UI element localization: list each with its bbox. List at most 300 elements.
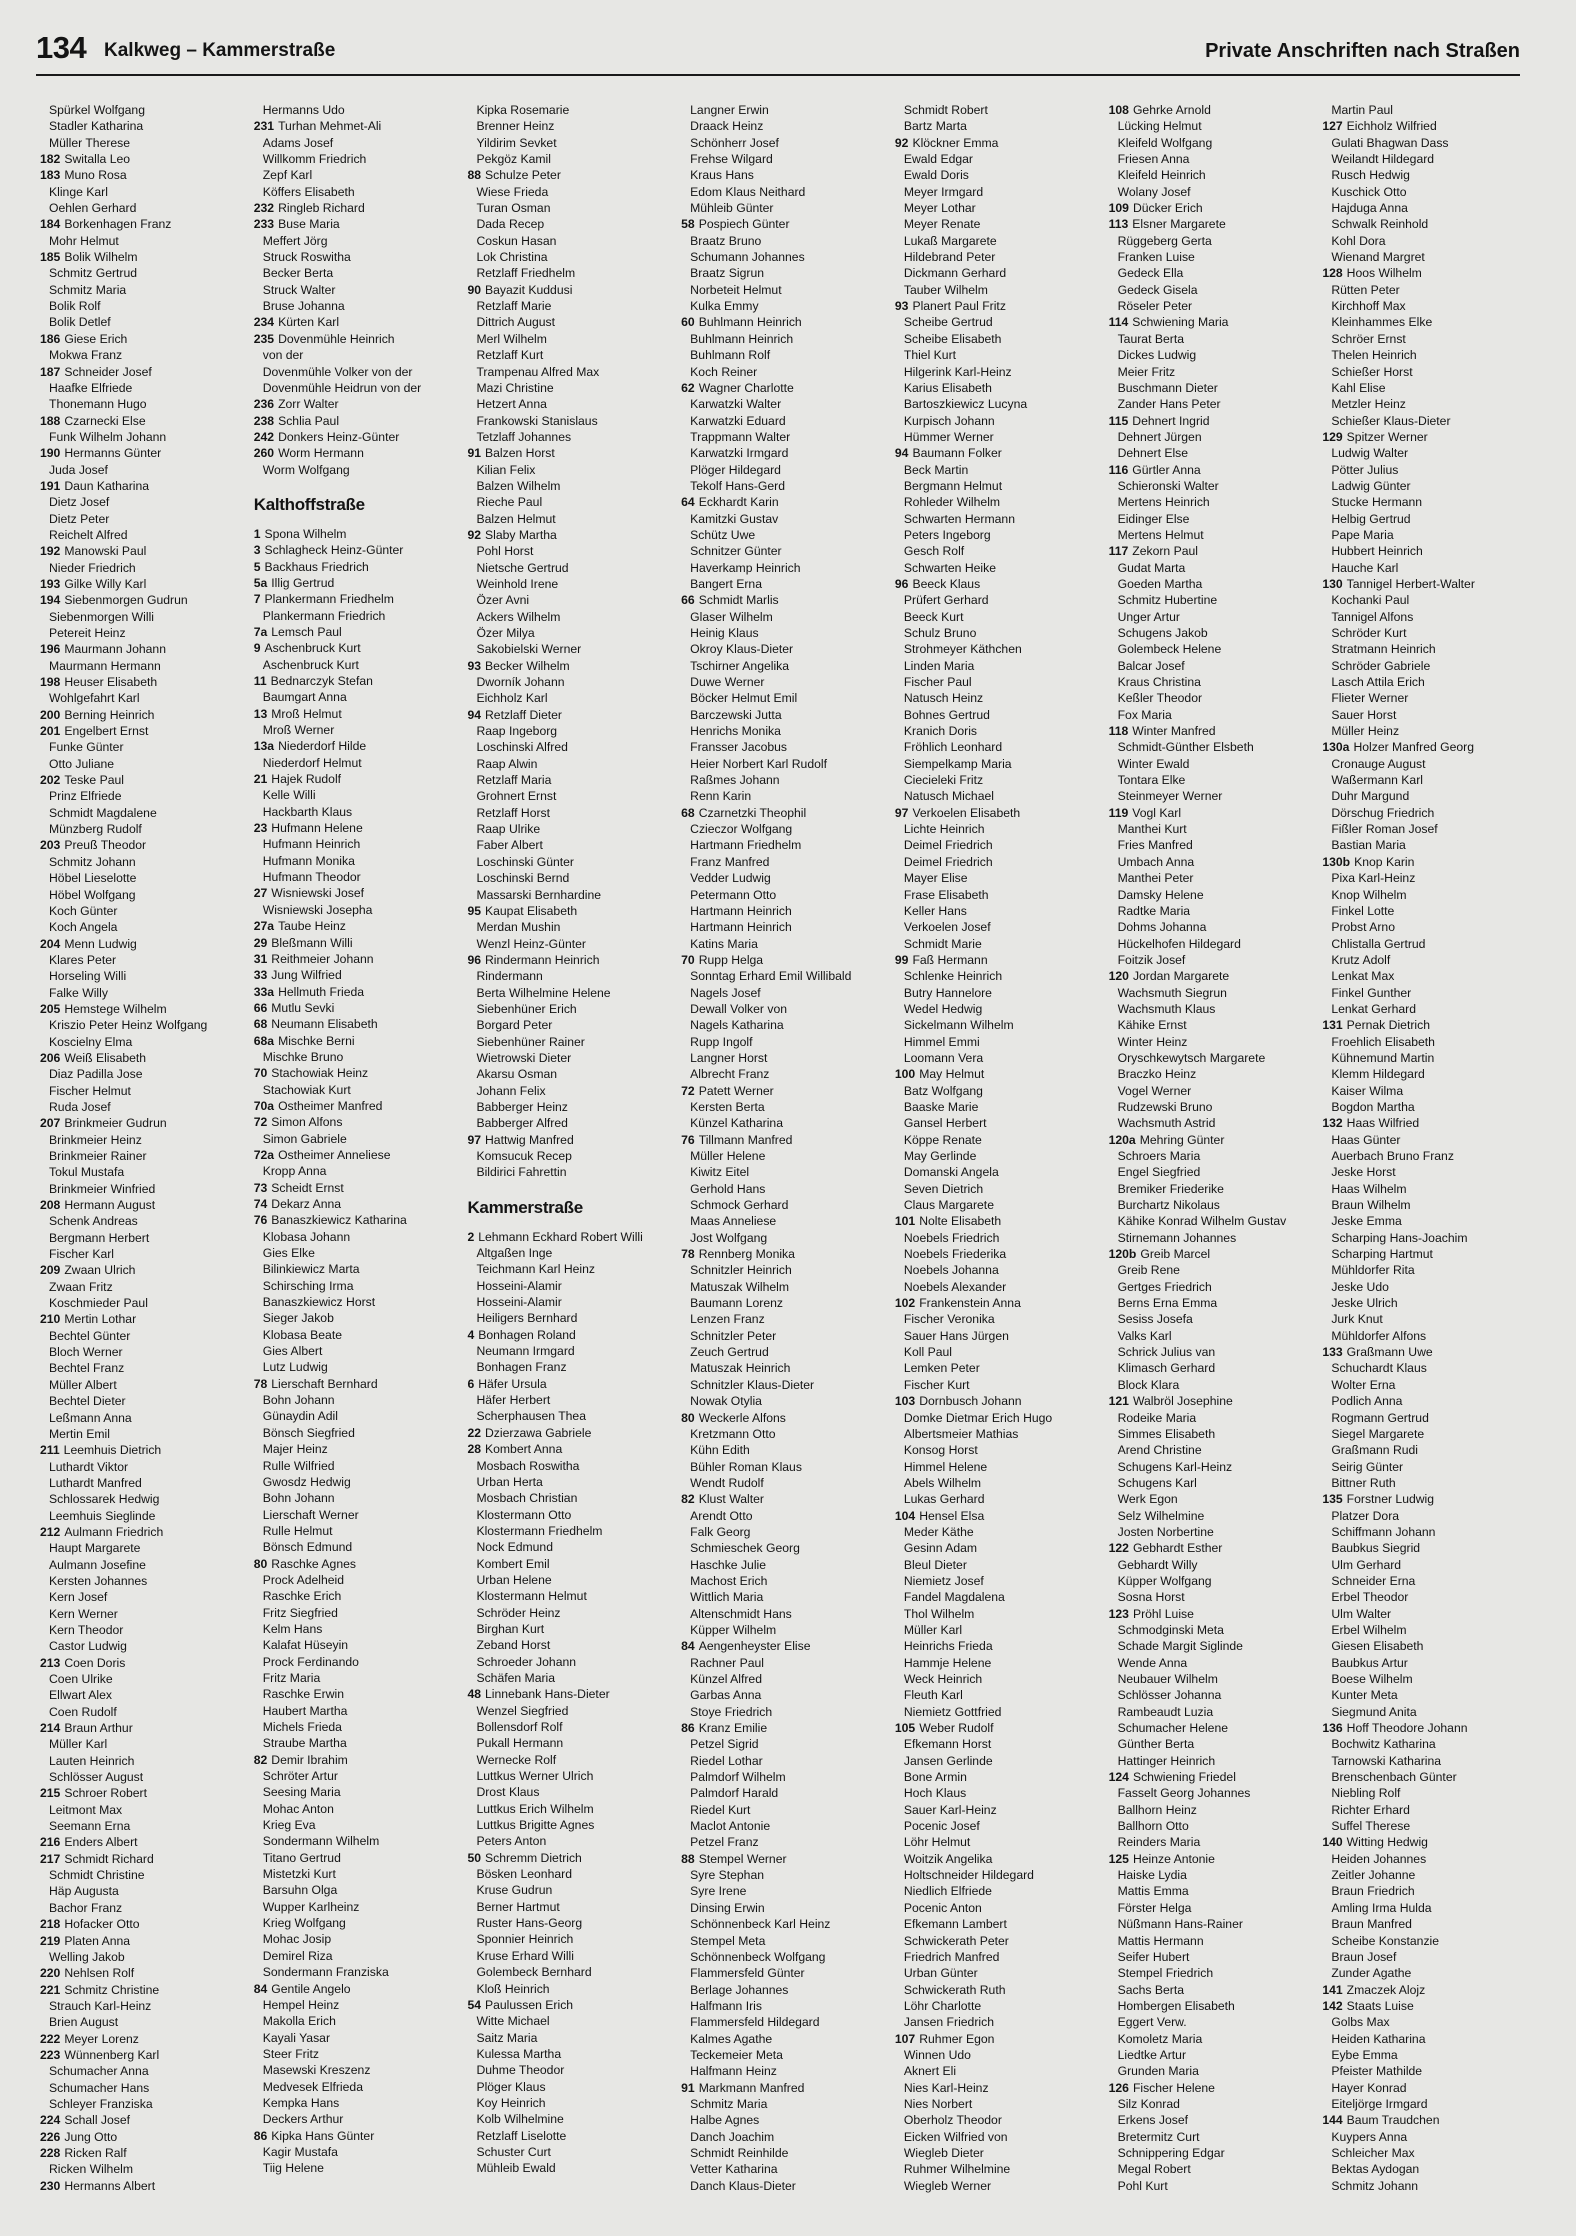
resident-entry bbox=[1322, 1867, 1530, 1883]
resident-entry bbox=[254, 265, 462, 281]
resident-entry bbox=[467, 1245, 675, 1261]
resident-name: Langner Erwin bbox=[690, 103, 769, 117]
house-number: 142 bbox=[1322, 1998, 1343, 2013]
resident-name: Edom Klaus Neithard bbox=[690, 184, 806, 199]
resident-entry bbox=[681, 1001, 889, 1017]
resident-name: Pohl Horst bbox=[476, 544, 534, 559]
house-number: 127 bbox=[1322, 119, 1343, 134]
resident-name: Haiske Lydia bbox=[1117, 1868, 1187, 1883]
resident-entry bbox=[681, 282, 889, 298]
resident-name: Eiteljörge Irmgard bbox=[1331, 2096, 1428, 2111]
directory-column bbox=[254, 102, 462, 2182]
resident-entry bbox=[1109, 1753, 1317, 1769]
resident-name: Dohms Johanna bbox=[1117, 920, 1207, 935]
house-number: 109 bbox=[1108, 201, 1129, 216]
resident-name: Rieche Paul bbox=[476, 495, 543, 510]
resident-name: Köppe Renate bbox=[903, 1132, 982, 1147]
resident-name: Winter Ewald bbox=[1117, 756, 1190, 771]
resident-entry bbox=[467, 1261, 675, 1277]
resident-entry bbox=[40, 298, 248, 314]
resident-name: Schmidt Richard bbox=[64, 1851, 154, 1866]
resident-name: Hosseini-Alamir bbox=[476, 1295, 562, 1310]
house-number: 120a bbox=[1108, 1132, 1136, 1147]
resident-entry bbox=[254, 200, 462, 216]
resident-entry bbox=[1322, 837, 1530, 853]
resident-name: Hartmann Heinrich bbox=[690, 920, 792, 935]
resident-name: Ostheimer Anneliese bbox=[278, 1147, 391, 1162]
resident-entry bbox=[895, 968, 1103, 984]
resident-entry bbox=[681, 968, 889, 984]
resident-name: Kranich Doris bbox=[903, 724, 978, 739]
resident-entry bbox=[895, 1459, 1103, 1475]
resident-entry bbox=[895, 1557, 1103, 1573]
resident-entry bbox=[681, 1246, 889, 1262]
resident-name: Gulati Bhagwan Dass bbox=[1331, 135, 1449, 150]
resident-entry bbox=[681, 625, 889, 641]
resident-name: Noebels Friedrich bbox=[903, 1230, 1000, 1245]
resident-entry bbox=[895, 1753, 1103, 1769]
resident-name: Kaiser Wilma bbox=[1331, 1083, 1404, 1098]
resident-name: Sauer Horst bbox=[1331, 707, 1397, 722]
resident-entry bbox=[681, 1164, 889, 1180]
house-number: 260 bbox=[253, 446, 275, 461]
resident-name: Welling Jakob bbox=[49, 1949, 125, 1964]
resident-entry bbox=[1322, 1753, 1530, 1769]
resident-entry bbox=[895, 2063, 1103, 2079]
resident-name: Turhan Mehmet-Ali bbox=[278, 119, 382, 134]
resident-name: Hubbert Heinrich bbox=[1331, 544, 1423, 559]
resident-entry bbox=[681, 413, 889, 429]
resident-entry bbox=[254, 1507, 462, 1523]
resident-name: Grohnert Ernst bbox=[476, 789, 557, 804]
resident-entry bbox=[254, 413, 462, 429]
resident-entry bbox=[254, 738, 462, 754]
resident-name: Yildirim Sevket bbox=[476, 135, 557, 150]
resident-name: Schlenke Heinrich bbox=[903, 969, 1003, 984]
resident-name: Braatz Bruno bbox=[690, 233, 762, 248]
resident-entry bbox=[895, 1115, 1103, 1131]
resident-name: Kolb Wilhelmine bbox=[476, 2112, 564, 2127]
resident-name: Schenk Andreas bbox=[49, 1214, 138, 1229]
resident-entry bbox=[681, 1213, 889, 1229]
resident-entry bbox=[467, 347, 675, 363]
resident-name: Schröder Kurt bbox=[1331, 626, 1407, 640]
resident-entry bbox=[681, 2080, 889, 2096]
resident-name: Majer Heinz bbox=[262, 1442, 328, 1457]
resident-entry bbox=[1322, 1933, 1530, 1949]
resident-entry bbox=[1322, 1949, 1530, 1965]
resident-name: Arendt Otto bbox=[690, 1508, 753, 1523]
resident-name: Babberger Alfred bbox=[476, 1116, 568, 1131]
resident-name: Hemstege Wilhelm bbox=[64, 1001, 167, 1016]
resident-name: Teichmann Karl Heinz bbox=[476, 1262, 595, 1277]
resident-name: Schmodginski Meta bbox=[1117, 1622, 1224, 1637]
resident-name: Luthardt Manfred bbox=[49, 1475, 142, 1490]
resident-entry bbox=[467, 1083, 675, 1099]
resident-entry bbox=[254, 396, 462, 412]
house-number: 107 bbox=[894, 2031, 916, 2046]
resident-name: Bösken Leonhard bbox=[476, 1867, 572, 1882]
resident-name: Schieronski Walter bbox=[1117, 478, 1219, 493]
resident-entry bbox=[40, 1982, 248, 1998]
resident-entry bbox=[254, 1000, 462, 1016]
resident-entry bbox=[1109, 396, 1317, 412]
house-number: 130b bbox=[1322, 854, 1351, 869]
house-number: 232 bbox=[253, 201, 275, 216]
resident-name: Radtke Maria bbox=[1117, 903, 1191, 918]
resident-entry bbox=[681, 364, 889, 380]
directory-column bbox=[1108, 102, 1317, 2193]
resident-entry bbox=[40, 1638, 248, 1654]
resident-name: Riedel Kurt bbox=[690, 1802, 751, 1817]
house-number: 82 bbox=[253, 1752, 268, 1767]
resident-entry bbox=[895, 184, 1103, 200]
resident-name: Zunder Agathe bbox=[1331, 1966, 1412, 1981]
resident-entry bbox=[1322, 478, 1530, 494]
resident-entry bbox=[1322, 2129, 1530, 2145]
resident-name: Kersten Johannes bbox=[49, 1573, 148, 1588]
resident-entry bbox=[1322, 870, 1530, 886]
resident-entry bbox=[467, 1278, 675, 1294]
resident-name: Cronauge August bbox=[1331, 756, 1426, 771]
resident-entry bbox=[40, 2096, 248, 2112]
resident-entry bbox=[254, 1621, 462, 1637]
resident-name: Dewall Volker von bbox=[690, 1001, 788, 1016]
resident-entry bbox=[1322, 429, 1530, 445]
house-number: 21 bbox=[253, 772, 268, 787]
resident-name: Noebels Alexander bbox=[903, 1279, 1007, 1294]
resident-name: Stucke Hermann bbox=[1331, 495, 1423, 510]
house-number: 141 bbox=[1322, 1982, 1343, 1997]
resident-name: Siempelkamp Maria bbox=[903, 756, 1012, 771]
resident-name: Ewald Doris bbox=[903, 168, 969, 183]
resident-name: Schlia Paul bbox=[278, 413, 340, 428]
resident-entry bbox=[895, 576, 1103, 592]
resident-entry bbox=[254, 1637, 462, 1653]
resident-entry bbox=[895, 2129, 1103, 2145]
resident-name: Kranz Emilie bbox=[698, 1721, 768, 1736]
resident-entry bbox=[1109, 1883, 1317, 1899]
resident-name: Burchartz Nikolaus bbox=[1117, 1198, 1220, 1213]
resident-name: Retzlaff Kurt bbox=[476, 348, 544, 363]
resident-entry bbox=[1109, 543, 1317, 559]
house-number: 130 bbox=[1322, 576, 1343, 591]
resident-entry bbox=[1322, 1050, 1530, 1066]
resident-entry bbox=[254, 249, 462, 265]
resident-name: Gies Elke bbox=[262, 1246, 315, 1261]
resident-entry bbox=[1322, 2080, 1530, 2096]
resident-entry bbox=[1322, 1246, 1530, 1262]
resident-entry bbox=[254, 1752, 462, 1768]
resident-entry bbox=[40, 707, 248, 723]
resident-entry bbox=[1109, 380, 1317, 396]
resident-name: Pocenic Anton bbox=[903, 1900, 982, 1915]
resident-name: Mroß Helmut bbox=[271, 706, 342, 721]
resident-name: Machost Erich bbox=[690, 1573, 768, 1588]
resident-name: Erbel Theodor bbox=[1331, 1590, 1409, 1605]
resident-name: Haafke Elfriede bbox=[49, 380, 133, 395]
resident-name: Katins Maria bbox=[690, 936, 758, 951]
resident-name: Niemietz Gottfried bbox=[903, 1704, 1002, 1719]
resident-name: Kelle Willi bbox=[262, 788, 316, 803]
resident-entry bbox=[681, 445, 889, 461]
resident-name: Witte Michael bbox=[476, 2014, 550, 2029]
resident-name: Schmitz Maria bbox=[49, 282, 127, 297]
resident-entry bbox=[681, 1949, 889, 1965]
resident-entry bbox=[40, 1867, 248, 1883]
resident-entry bbox=[895, 2031, 1103, 2047]
resident-entry bbox=[1109, 445, 1317, 461]
resident-entry bbox=[1322, 2178, 1530, 2194]
resident-entry bbox=[254, 689, 462, 705]
resident-entry bbox=[1109, 1524, 1317, 1540]
resident-name: Müller Heinz bbox=[1331, 724, 1400, 739]
resident-entry bbox=[681, 821, 889, 837]
house-number: 121 bbox=[1108, 1394, 1129, 1409]
resident-name: Mühldorfer Alfons bbox=[1331, 1328, 1427, 1343]
house-number: 5a bbox=[253, 575, 268, 590]
resident-name: Klinge Karl bbox=[49, 184, 108, 199]
resident-entry bbox=[895, 2014, 1103, 2030]
resident-entry bbox=[895, 592, 1103, 608]
resident-name: Barsuhn Olga bbox=[262, 1883, 338, 1898]
resident-entry bbox=[895, 118, 1103, 134]
resident-entry bbox=[1322, 625, 1530, 641]
house-number: 11 bbox=[253, 674, 267, 688]
resident-name: Leßmann Anna bbox=[49, 1410, 132, 1425]
resident-entry bbox=[681, 887, 889, 903]
resident-entry bbox=[254, 1784, 462, 1800]
resident-name: Kombert Emil bbox=[476, 1556, 550, 1571]
resident-name: Finkel Lotte bbox=[1331, 903, 1395, 918]
resident-name: Dada Recep bbox=[476, 217, 545, 232]
resident-entry bbox=[895, 936, 1103, 952]
resident-name: Danch Klaus-Dieter bbox=[690, 2178, 796, 2193]
resident-name: Özer Avni bbox=[476, 593, 530, 608]
resident-name: Pernak Dietrich bbox=[1346, 1018, 1430, 1033]
resident-entry bbox=[254, 1376, 462, 1392]
resident-entry bbox=[895, 282, 1103, 298]
house-number: 126 bbox=[1108, 2080, 1129, 2095]
resident-entry bbox=[681, 837, 889, 853]
house-number: 125 bbox=[1108, 1851, 1129, 1866]
resident-entry bbox=[895, 1377, 1103, 1393]
resident-name: Kern Werner bbox=[49, 1606, 118, 1621]
resident-entry bbox=[1322, 674, 1530, 690]
resident-name: Braun Arthur bbox=[64, 1721, 133, 1736]
resident-name: Brien August bbox=[49, 2015, 119, 2030]
resident-entry bbox=[1322, 1655, 1530, 1671]
resident-name: Heiligers Bernhard bbox=[476, 1311, 578, 1326]
house-number: 66 bbox=[681, 593, 695, 608]
resident-entry bbox=[254, 1392, 462, 1408]
house-number: 93 bbox=[467, 658, 481, 673]
resident-name: Hensel Elsa bbox=[919, 1508, 985, 1523]
resident-name: Willkomm Friedrich bbox=[262, 152, 367, 167]
house-number: 62 bbox=[681, 380, 695, 395]
house-number: 185 bbox=[40, 250, 61, 265]
resident-name: Domanski Angela bbox=[903, 1165, 999, 1180]
resident-name: Falk Georg bbox=[690, 1524, 751, 1539]
resident-entry bbox=[254, 1016, 462, 1032]
resident-entry bbox=[1322, 854, 1530, 870]
resident-entry bbox=[895, 1410, 1103, 1426]
resident-entry bbox=[895, 739, 1103, 755]
resident-name: Kloß Heinrich bbox=[476, 1981, 550, 1996]
resident-name: Balzen Wilhelm bbox=[476, 478, 561, 493]
house-number: 91 bbox=[681, 2080, 695, 2095]
resident-name: Richter Erhard bbox=[1331, 1802, 1410, 1817]
house-number: 235 bbox=[253, 331, 275, 346]
resident-entry bbox=[681, 1998, 889, 2014]
resident-name: Teckemeier Meta bbox=[690, 2047, 783, 2062]
resident-name: Loomann Vera bbox=[903, 1050, 984, 1065]
resident-entry bbox=[467, 1817, 675, 1833]
resident-entry bbox=[467, 837, 675, 853]
resident-entry bbox=[40, 1655, 248, 1671]
resident-entry bbox=[254, 1719, 462, 1735]
resident-entry bbox=[40, 249, 248, 265]
resident-entry bbox=[254, 282, 462, 298]
resident-name: Masewski Kreszenz bbox=[262, 2063, 371, 2078]
resident-entry bbox=[467, 1915, 675, 1931]
resident-entry bbox=[40, 2014, 248, 2030]
resident-name: Woitzik Angelika bbox=[903, 1851, 993, 1866]
resident-name: Gehrke Arnold bbox=[1132, 103, 1211, 117]
resident-entry bbox=[681, 1785, 889, 1801]
resident-name: Linnebank Hans-Dieter bbox=[485, 1687, 610, 1702]
resident-entry bbox=[254, 1065, 462, 1081]
resident-name: Schlossarek Hedwig bbox=[49, 1492, 160, 1507]
resident-entry bbox=[40, 805, 248, 821]
resident-name: Auerbach Bruno Franz bbox=[1331, 1149, 1454, 1163]
house-number: 116 bbox=[1108, 462, 1129, 477]
resident-entry bbox=[1109, 1393, 1317, 1409]
resident-name: Aengenheyster Elise bbox=[698, 1639, 811, 1654]
resident-name: Stoye Friedrich bbox=[690, 1704, 773, 1719]
resident-entry bbox=[895, 919, 1103, 935]
resident-name: Bühler Roman Klaus bbox=[690, 1459, 802, 1474]
resident-entry bbox=[895, 887, 1103, 903]
resident-name: Switalla Leo bbox=[64, 152, 131, 167]
resident-name: Siebenhüner Erich bbox=[476, 1001, 577, 1016]
resident-name: Bönsch Edmund bbox=[262, 1540, 353, 1555]
resident-entry bbox=[681, 1982, 889, 1998]
resident-entry bbox=[40, 1360, 248, 1376]
resident-entry bbox=[895, 2178, 1103, 2194]
resident-name: Rogmann Gertrud bbox=[1331, 1410, 1429, 1425]
resident-name: Reichelt Alfred bbox=[49, 527, 128, 542]
resident-name: Graßmann Rudi bbox=[1331, 1443, 1419, 1458]
resident-name: Klust Walter bbox=[698, 1492, 764, 1507]
resident-entry bbox=[895, 1508, 1103, 1524]
resident-entry bbox=[40, 1377, 248, 1393]
resident-entry bbox=[681, 2063, 889, 2079]
house-number: 186 bbox=[40, 331, 61, 346]
resident-entry bbox=[1109, 2014, 1317, 2030]
resident-name: Fleuth Karl bbox=[903, 1688, 963, 1703]
resident-name: Ricken Wilhelm bbox=[49, 2162, 133, 2177]
resident-entry bbox=[254, 1948, 462, 1964]
resident-entry bbox=[467, 478, 675, 494]
house-number: 130a bbox=[1322, 740, 1350, 755]
resident-name: Donkers Heinz-Günter bbox=[278, 429, 400, 444]
resident-name: Koscielny Elma bbox=[49, 1034, 133, 1049]
resident-name: Struck Walter bbox=[262, 282, 336, 297]
resident-name: Czarnetzki Theophil bbox=[698, 805, 807, 820]
resident-name: Kähike Ernst bbox=[1117, 1018, 1187, 1033]
resident-name: Spürkel Wolfgang bbox=[49, 103, 145, 117]
resident-entry bbox=[254, 462, 462, 478]
resident-entry bbox=[895, 151, 1103, 167]
resident-entry bbox=[895, 1491, 1103, 1507]
resident-name: Leemhuis Dietrich bbox=[63, 1443, 162, 1458]
house-number: 212 bbox=[40, 1524, 61, 1539]
resident-name: Mühldorfer Rita bbox=[1331, 1263, 1415, 1278]
resident-name: Kropp Anna bbox=[262, 1164, 327, 1179]
house-number: 218 bbox=[40, 1917, 61, 1932]
resident-name: Probst Arno bbox=[1331, 920, 1395, 935]
resident-name: Linden Maria bbox=[903, 658, 975, 673]
resident-entry bbox=[254, 298, 462, 314]
resident-entry bbox=[40, 1736, 248, 1752]
resident-name: Franken Luise bbox=[1117, 250, 1195, 265]
resident-name: Henrichs Monika bbox=[690, 724, 781, 739]
resident-entry bbox=[1322, 1279, 1530, 1295]
resident-name: Mertin Emil bbox=[49, 1426, 110, 1441]
resident-name: Jost Wolfgang bbox=[690, 1230, 768, 1245]
resident-entry bbox=[40, 609, 248, 625]
resident-entry bbox=[681, 1508, 889, 1524]
resident-entry bbox=[1109, 985, 1317, 1001]
resident-name: Ulm Gerhard bbox=[1331, 1557, 1402, 1572]
resident-name: Lierschaft Werner bbox=[262, 1507, 359, 1522]
resident-name: Bektas Aydogan bbox=[1331, 2162, 1420, 2177]
house-number: 193 bbox=[40, 576, 61, 591]
resident-name: Ellwart Alex bbox=[49, 1688, 112, 1703]
resident-entry bbox=[1109, 870, 1317, 886]
resident-name: Raschke Erwin bbox=[262, 1687, 344, 1702]
resident-name: Karwatzki Eduard bbox=[690, 413, 786, 428]
resident-entry bbox=[467, 1327, 675, 1343]
resident-name: Bartz Marta bbox=[903, 119, 967, 134]
resident-name: Witting Hedwig bbox=[1346, 1835, 1428, 1850]
resident-name: Karius Elisabeth bbox=[903, 380, 992, 395]
resident-entry bbox=[467, 462, 675, 478]
resident-name: Thol Wilhelm bbox=[903, 1606, 975, 1621]
resident-entry bbox=[895, 560, 1103, 576]
resident-entry bbox=[254, 1310, 462, 1326]
resident-entry bbox=[681, 1573, 889, 1589]
resident-name: Demirel Riza bbox=[262, 1948, 333, 1963]
resident-entry bbox=[254, 1082, 462, 1098]
resident-name: Schugens Karl bbox=[1117, 1475, 1197, 1490]
resident-name: Braatz Sigrun bbox=[690, 266, 764, 281]
resident-name: Amling Irma Hulda bbox=[1331, 1900, 1432, 1915]
resident-name: Sieger Jakob bbox=[262, 1311, 334, 1326]
resident-entry bbox=[254, 1523, 462, 1539]
resident-name: Klemm Hildegard bbox=[1331, 1067, 1425, 1082]
house-number: 91 bbox=[467, 446, 481, 461]
resident-name: Dovenmühle Heinrich bbox=[278, 331, 395, 346]
resident-entry bbox=[254, 820, 462, 836]
resident-name: Zeband Horst bbox=[476, 1638, 551, 1653]
resident-entry bbox=[1322, 1377, 1530, 1393]
resident-name: Loschinski Alfred bbox=[476, 740, 568, 755]
resident-entry bbox=[254, 1556, 462, 1572]
resident-name: Lasch Attila Erich bbox=[1331, 675, 1425, 690]
resident-name: Seirig Günter bbox=[1331, 1459, 1404, 1474]
